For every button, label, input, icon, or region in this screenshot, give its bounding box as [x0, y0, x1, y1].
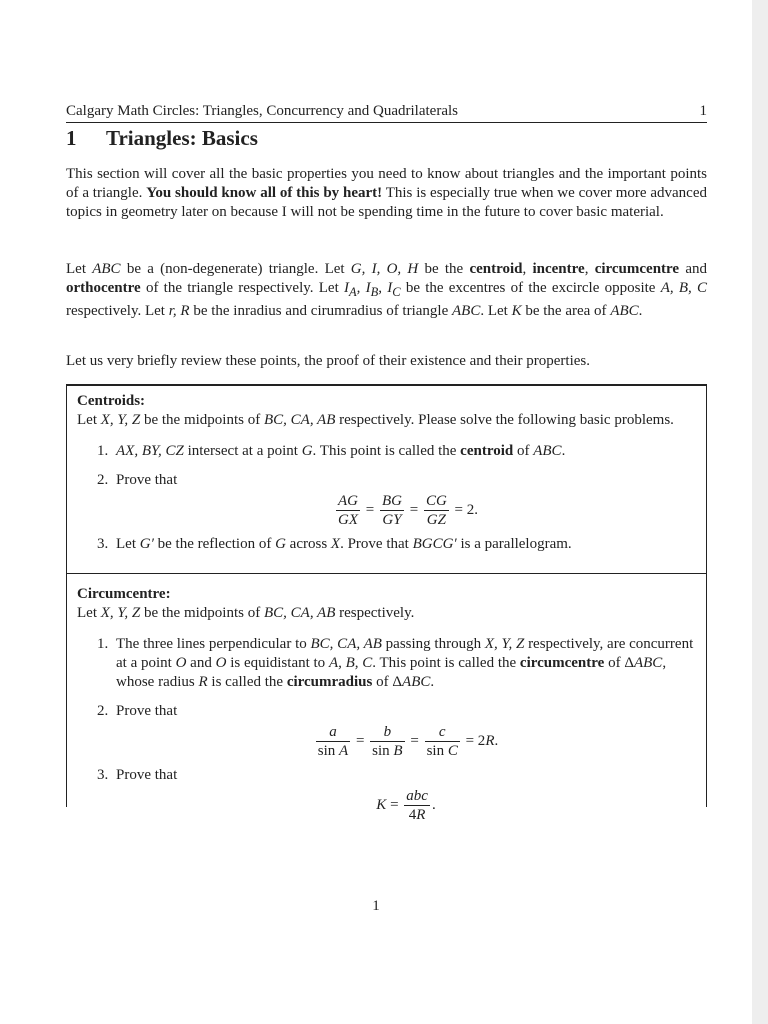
intro-paragraph-3: Let us very briefly review these points, the proof of their existence and their properties. — [66, 353, 590, 369]
term-orthocentre: orthocentre — [66, 280, 141, 296]
centroids-title: Centroids: — [77, 393, 146, 409]
p2-text-c: of the triangle respectively. Let — [145, 280, 339, 296]
p2-text-f: be the inradius and cirumradius of triangle — [193, 303, 449, 319]
text: The three lines perpendicular to — [116, 636, 307, 652]
text: Prove that — [347, 536, 409, 552]
area-equation: K = $\frac{\text{abc}}{4R}$ . — [376, 788, 436, 823]
text: across — [289, 536, 328, 552]
term-circumcentre: circumcentre — [594, 261, 680, 277]
text: respectively. Please solve the following basic problems. — [339, 412, 674, 428]
text: is called the — [211, 674, 284, 690]
text: is equidistant to — [230, 655, 326, 671]
intro-emphasis: You should know all of this by heart! — [146, 185, 383, 201]
running-header — [66, 102, 707, 123]
text: Prove that — [116, 703, 178, 719]
section-number: 1 — [66, 126, 77, 150]
intro-text-cont: This is especially true when we cover more advanced topics in geometry later on because I will not be spending time in the future to cover basic material. — [66, 185, 707, 220]
intro-paragraph-2: Let ABC be a (non-degenerate) triangle. Let G, I, O, H be the centroid, incentre, circumcentre and orthocentre of the triangle respectively. Let $I_A$, $I_B$, $I_C$ be the excentres of the excircle opposite A, B, C respectively. Let r, R be the inradius and cirumradius of triangle ABC. Let K be the area of ABC. — [66, 261, 707, 319]
footer-page-number: 1 — [372, 898, 380, 914]
term-incentre: incentre — [532, 261, 585, 277]
text: Prove that — [116, 767, 178, 783]
list-item: 3. Let G′ be the reflection of G across X. Prove that BGCG′ is a parallelogram. — [97, 536, 572, 552]
section-heading — [66, 126, 258, 151]
text: respectively. — [339, 605, 415, 621]
header-title: Calgary Math Circles: Triangles, Concurrency and Quadrilaterals — [66, 103, 458, 119]
intro-text: This section will cover all the basic properties you need to know about triangles and the important points of a triangle. — [66, 166, 707, 201]
p2-text-e: respectively. Let — [66, 303, 165, 319]
text: of — [608, 655, 621, 671]
term-circumcentre: circumcentre — [519, 655, 605, 671]
p2-text-g: Let — [487, 303, 508, 319]
text: of — [516, 443, 530, 459]
text: be the reflection of — [157, 536, 272, 552]
list-item: 2. Prove that $\frac{a}{\text{sin A}}$ = $\frac{b}{\text{sin B}}$ = $\frac{c}{\text{sin C}}$ = 2R. — [77, 702, 696, 760]
centroids-box — [66, 384, 707, 574]
text: Let — [116, 536, 136, 552]
centroid-ratio-equation: $\frac{AG}{GX}$ = $\frac{BG}{GY}$ = $\frac{CG}{GZ}$ = 2. — [338, 493, 478, 528]
text: passing through — [385, 636, 482, 652]
text: Prove that — [116, 472, 178, 488]
term-circumradius: circumradius — [286, 674, 373, 690]
term-centroid: centroid — [460, 443, 514, 459]
term-centroid: centroid — [469, 261, 523, 277]
section-title: Triangles: Basics — [106, 126, 258, 150]
text: of — [376, 674, 389, 690]
header-page-number: 1 — [699, 103, 707, 119]
text: respectively, are concurrent at a point — [116, 636, 694, 671]
circumcentre-box — [66, 571, 707, 823]
text: intersect at a point — [187, 443, 298, 459]
centroids-problem-list — [77, 442, 696, 554]
text: be the midpoints of — [143, 412, 261, 428]
list-item: 2. Prove that $\frac{AG}{GX}$ = $\frac{BG}{GY}$ = $\frac{CG}{GZ}$ = 2. — [77, 471, 696, 529]
list-item: 1. AX, BY, CZ intersect at a point G. This point is called the centroid of ABC. — [97, 443, 566, 459]
p2-text-h: be the area of — [525, 303, 607, 319]
list-item: 1. The three lines perpendicular to BC, CA, AB passing through X, Y, Z respectively, are concurrent at a point O and O is equidistant to A, B, C. This point is called the circumcentre of ΔABC, whose radius R is called the circumradius of ΔABC. — [97, 636, 694, 690]
text: Let — [77, 605, 97, 621]
intro-paragraph-1 — [66, 165, 707, 222]
text: Let — [77, 412, 97, 428]
list-item: 3. Prove that K = $\frac{\text{abc}}{4R}$ . — [77, 766, 696, 824]
text: This point is called the — [319, 443, 457, 459]
centroids-intro: Let X, Y, Z be the midpoints of BC, CA, AB respectively. Please solve the following basic problems. — [77, 412, 674, 428]
circumcentre-problem-list — [77, 635, 696, 824]
p2-text-d: be the excentres of the excircle opposite — [405, 280, 656, 296]
p2-text-a: be a (non-degenerate) triangle. Let — [126, 261, 345, 277]
p2-text-b: be the — [424, 261, 464, 277]
text: and — [190, 655, 212, 671]
text: be the midpoints of — [143, 605, 261, 621]
circumcentre-title: Circumcentre: — [77, 586, 171, 602]
text: is a parallelogram. — [460, 536, 572, 552]
law-of-sines-equation: $\frac{a}{\text{sin A}}$ = $\frac{b}{\text{sin B}}$ = $\frac{c}{\text{sin C}}$ = 2R. — [317, 724, 499, 759]
circumcentre-intro: Let X, Y, Z be the midpoints of BC, CA, AB respectively. — [77, 605, 415, 621]
text: This point is called the — [379, 655, 517, 671]
text: , whose radius — [116, 655, 667, 690]
